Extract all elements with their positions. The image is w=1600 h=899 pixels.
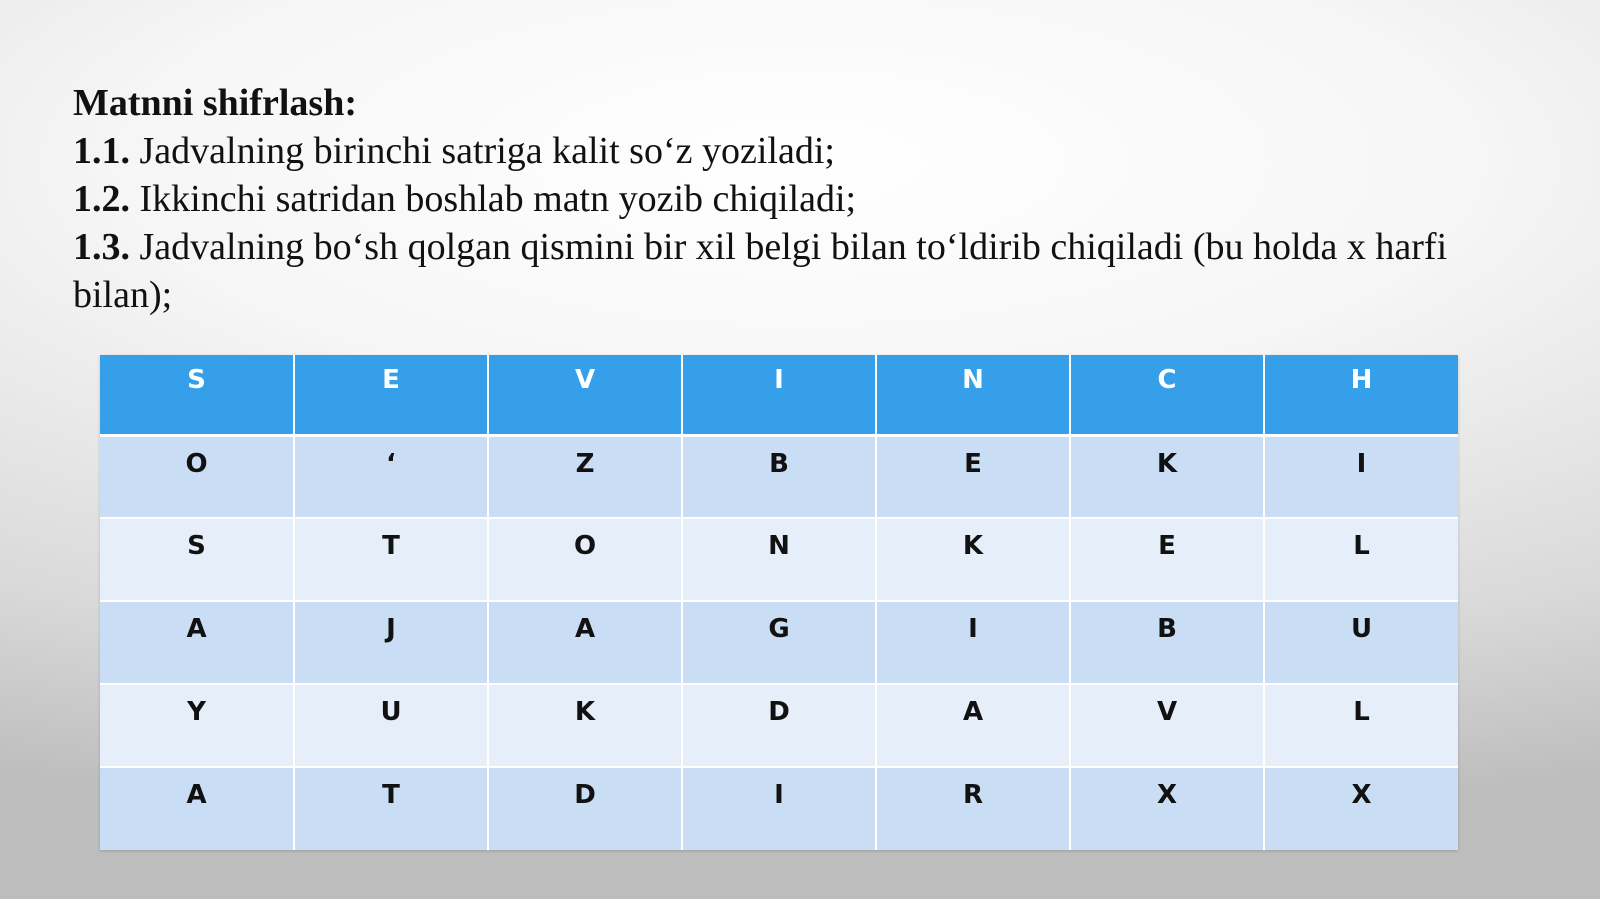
table-cell: D xyxy=(488,767,682,850)
table-cell: A xyxy=(876,684,1070,767)
header-cell: E xyxy=(294,355,488,435)
step-text: Jadvalning birinchi satriga kalit so‘z yoziladi; xyxy=(130,130,835,172)
header-cell: V xyxy=(488,355,682,435)
slide-title: Matnni shifrlash: xyxy=(73,82,357,124)
table-cell: X xyxy=(1070,767,1264,850)
table-cell: U xyxy=(1264,601,1458,684)
step-1-2 xyxy=(73,175,1523,223)
table-cell: U xyxy=(294,684,488,767)
table-cell: K xyxy=(876,518,1070,601)
table-cell: V xyxy=(1070,684,1264,767)
step-number: 1.1. xyxy=(73,130,130,172)
table-cell: K xyxy=(1070,435,1264,518)
instruction-text xyxy=(73,79,1523,319)
step-number: 1.3. xyxy=(73,226,130,268)
table-cell: B xyxy=(682,435,876,518)
cipher-table-container xyxy=(100,355,1458,850)
step-1-3 xyxy=(73,223,1523,319)
step-text: Jadvalning bo‘sh qolgan qismini bir xil belgi bilan to‘ldirib chiqiladi (bu holda x harfi bilan); xyxy=(73,226,1448,316)
table-cell: T xyxy=(294,518,488,601)
table-cell: D xyxy=(682,684,876,767)
table-cell: Y xyxy=(100,684,294,767)
table-cell: I xyxy=(876,601,1070,684)
table-cell: A xyxy=(100,767,294,850)
table-cell: J xyxy=(294,601,488,684)
table-cell: R xyxy=(876,767,1070,850)
header-cell: C xyxy=(1070,355,1264,435)
table-cell: A xyxy=(100,601,294,684)
table-row xyxy=(100,684,1458,767)
header-cell: I xyxy=(682,355,876,435)
table-cell: E xyxy=(876,435,1070,518)
table-cell: G xyxy=(682,601,876,684)
table-cell: O xyxy=(488,518,682,601)
table-cell: K xyxy=(488,684,682,767)
table-cell: N xyxy=(682,518,876,601)
table-row xyxy=(100,767,1458,850)
table-cell: L xyxy=(1264,684,1458,767)
header-cell: N xyxy=(876,355,1070,435)
header-cell: H xyxy=(1264,355,1458,435)
cipher-table xyxy=(100,355,1458,850)
table-cell: T xyxy=(294,767,488,850)
table-cell: I xyxy=(682,767,876,850)
table-row xyxy=(100,518,1458,601)
table-cell: X xyxy=(1264,767,1458,850)
table-cell: L xyxy=(1264,518,1458,601)
table-cell: E xyxy=(1070,518,1264,601)
table-header-row xyxy=(100,355,1458,435)
table-cell: O xyxy=(100,435,294,518)
table-cell: Z xyxy=(488,435,682,518)
step-number: 1.2. xyxy=(73,178,130,220)
table-row xyxy=(100,601,1458,684)
table-cell: I xyxy=(1264,435,1458,518)
table-cell: ‘ xyxy=(294,435,488,518)
step-1-1 xyxy=(73,127,1523,175)
table-cell: S xyxy=(100,518,294,601)
table-row xyxy=(100,435,1458,518)
table-cell: B xyxy=(1070,601,1264,684)
table-cell: A xyxy=(488,601,682,684)
step-text: Ikkinchi satridan boshlab matn yozib chiqiladi; xyxy=(130,178,857,220)
header-cell: S xyxy=(100,355,294,435)
